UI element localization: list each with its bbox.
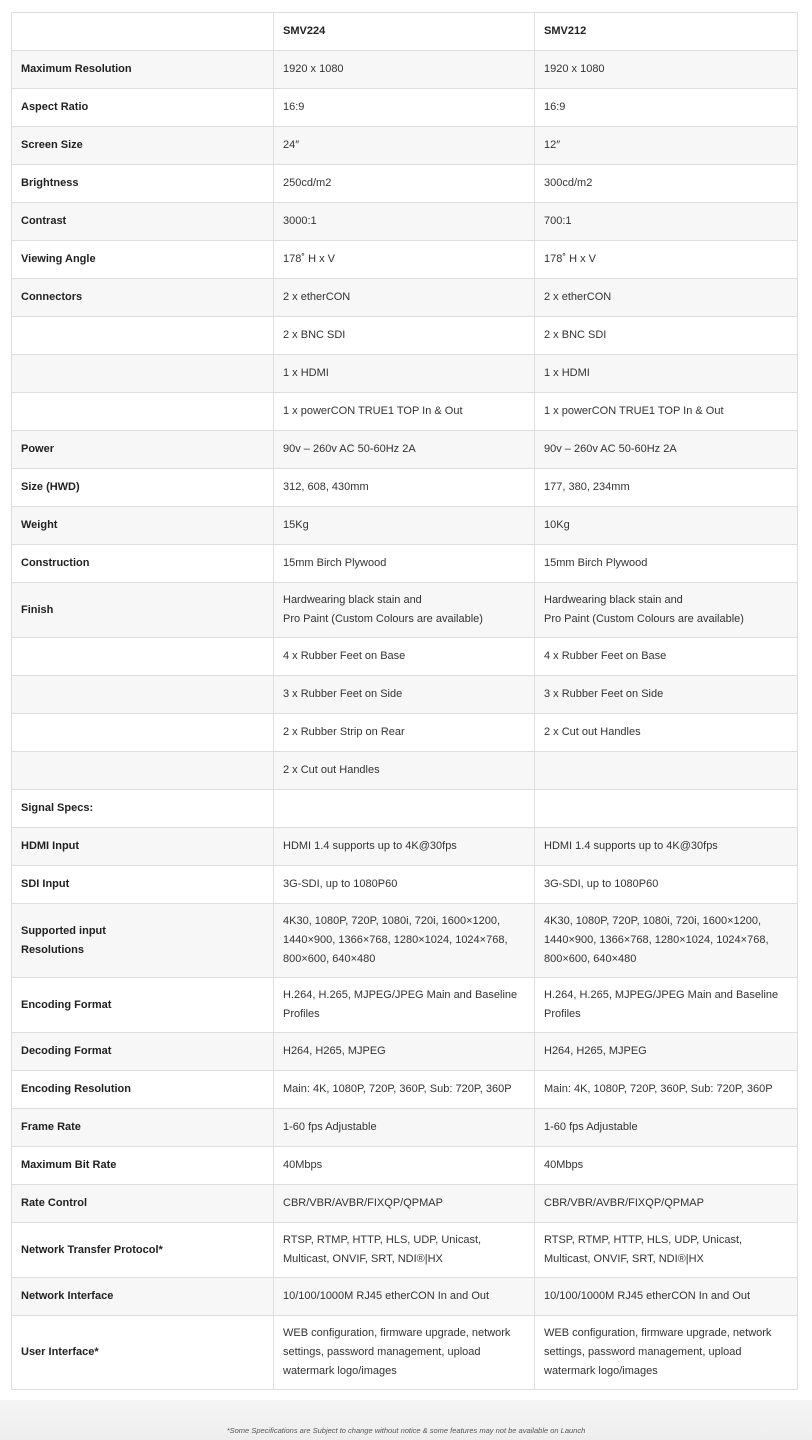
smv224-value: 15mm Birch Plywood (274, 545, 535, 583)
row-label: Aspect Ratio (12, 89, 274, 127)
row-label (12, 393, 274, 431)
smv212-value: 177, 380, 234mm (535, 469, 798, 507)
smv224-value: 2 x Rubber Strip on Rear (274, 714, 535, 752)
row-label (12, 638, 274, 676)
row-label: SDI Input (12, 866, 274, 904)
smv224-value: H.264, H.265, MJPEG/JPEG Main and Baseline Profiles (274, 978, 535, 1033)
row-label (12, 752, 274, 790)
smv212-value: 4 x Rubber Feet on Base (535, 638, 798, 676)
row-label: Network Transfer Protocol* (12, 1223, 274, 1278)
table-row (12, 507, 798, 545)
table-row (12, 393, 798, 431)
row-label: Decoding Format (12, 1033, 274, 1071)
row-label (12, 355, 274, 393)
table-row (12, 866, 798, 904)
smv212-value: CBR/VBR/AVBR/FIXQP/QPMAP (535, 1185, 798, 1223)
smv224-value (274, 790, 535, 828)
row-label (12, 676, 274, 714)
row-label: Connectors (12, 279, 274, 317)
table-row (12, 431, 798, 469)
smv212-value: 1920 x 1080 (535, 51, 798, 89)
smv212-value: RTSP, RTMP, HTTP, HLS, UDP, Unicast, Multicast, ONVIF, SRT, NDI®|HX (535, 1223, 798, 1278)
table-row (12, 279, 798, 317)
table-row (12, 1033, 798, 1071)
table-row (12, 790, 798, 828)
smv212-value: H264, H265, MJPEG (535, 1033, 798, 1071)
smv212-value: WEB configuration, firmware upgrade, network settings, password management, upload watermark logo/images (535, 1316, 798, 1390)
table-row (12, 1109, 798, 1147)
table-row (12, 583, 798, 638)
row-label: Encoding Resolution (12, 1071, 274, 1109)
smv224-value: 10/100/1000M RJ45 etherCON In and Out (274, 1278, 535, 1316)
row-label: HDMI Input (12, 828, 274, 866)
smv212-value: Hardwearing black stain and Pro Paint (Custom Colours are available) (535, 583, 798, 638)
smv224-value: 1-60 fps Adjustable (274, 1109, 535, 1147)
row-label: Maximum Resolution (12, 51, 274, 89)
table-row (12, 241, 798, 279)
row-label: Contrast (12, 203, 274, 241)
smv224-value: 178˚ H x V (274, 241, 535, 279)
smv224-value: WEB configuration, firmware upgrade, network settings, password management, upload watermark logo/images (274, 1316, 535, 1390)
row-label: Finish (12, 583, 274, 638)
row-label: Supported input Resolutions (12, 904, 274, 978)
smv212-value: Main: 4K, 1080P, 720P, 360P, Sub: 720P, 360P (535, 1071, 798, 1109)
table-row (12, 978, 798, 1033)
row-label: User Interface* (12, 1316, 274, 1390)
table-row (12, 51, 798, 89)
table-row (12, 545, 798, 583)
smv212-value: 15mm Birch Plywood (535, 545, 798, 583)
smv224-value: 3 x Rubber Feet on Side (274, 676, 535, 714)
smv212-value: 12″ (535, 127, 798, 165)
smv224-value: HDMI 1.4 supports up to 4K@30fps (274, 828, 535, 866)
row-label: Encoding Format (12, 978, 274, 1033)
smv224-value: 312, 608, 430mm (274, 469, 535, 507)
table-row (12, 752, 798, 790)
smv212-value: 178˚ H x V (535, 241, 798, 279)
smv224-value: 4 x Rubber Feet on Base (274, 638, 535, 676)
row-label: Screen Size (12, 127, 274, 165)
smv224-value: 15Kg (274, 507, 535, 545)
smv212-value: 1-60 fps Adjustable (535, 1109, 798, 1147)
table-row (12, 355, 798, 393)
table-row (12, 203, 798, 241)
table-row (12, 714, 798, 752)
smv212-value: 10Kg (535, 507, 798, 545)
smv212-value (535, 752, 798, 790)
table-row (12, 469, 798, 507)
smv212-value: 3 x Rubber Feet on Side (535, 676, 798, 714)
smv212-value: 2 x BNC SDI (535, 317, 798, 355)
smv224-value: Main: 4K, 1080P, 720P, 360P, Sub: 720P, 360P (274, 1071, 535, 1109)
smv224-value: 2 x BNC SDI (274, 317, 535, 355)
spec-table-body (12, 13, 798, 1390)
smv212-value: 90v – 260v AC 50-60Hz 2A (535, 431, 798, 469)
smv224-value: 2 x etherCON (274, 279, 535, 317)
smv224-value: CBR/VBR/AVBR/FIXQP/QPMAP (274, 1185, 535, 1223)
smv224-value: Hardwearing black stain and Pro Paint (Custom Colours are available) (274, 583, 535, 638)
table-row (12, 1316, 798, 1390)
smv224-value: 4K30, 1080P, 720P, 1080i, 720i, 1600×1200, 1440×900, 1366×768, 1280×1024, 1024×768, 800×600, 640×480 (274, 904, 535, 978)
table-row (12, 904, 798, 978)
table-row (12, 828, 798, 866)
footer-disclaimer: *Some Specifications are Subject to change without notice & some features may not be available on Launch (226, 1426, 586, 1435)
table-row (12, 1185, 798, 1223)
smv224-value: RTSP, RTMP, HTTP, HLS, UDP, Unicast, Multicast, ONVIF, SRT, NDI®|HX (274, 1223, 535, 1278)
smv212-value: 700:1 (535, 203, 798, 241)
row-label: Brightness (12, 165, 274, 203)
smv212-value: 1 x powerCON TRUE1 TOP In & Out (535, 393, 798, 431)
smv224-value: 40Mbps (274, 1147, 535, 1185)
row-label: Rate Control (12, 1185, 274, 1223)
smv224-value: 24″ (274, 127, 535, 165)
row-label: Construction (12, 545, 274, 583)
row-label: Size (HWD) (12, 469, 274, 507)
smv224-value: 3000:1 (274, 203, 535, 241)
table-row (12, 1278, 798, 1316)
footer (0, 1400, 812, 1440)
table-row (12, 676, 798, 714)
header-cell-smv212: SMV212 (535, 13, 798, 51)
smv212-value: HDMI 1.4 supports up to 4K@30fps (535, 828, 798, 866)
smv224-value: 2 x Cut out Handles (274, 752, 535, 790)
smv212-value (535, 790, 798, 828)
spec-table (11, 12, 798, 1390)
row-label: Power (12, 431, 274, 469)
row-label (12, 317, 274, 355)
table-row (12, 127, 798, 165)
smv212-value: 300cd/m2 (535, 165, 798, 203)
row-label: Network Interface (12, 1278, 274, 1316)
table-row (12, 1147, 798, 1185)
row-label: Viewing Angle (12, 241, 274, 279)
smv212-value: 40Mbps (535, 1147, 798, 1185)
smv224-value: 1 x powerCON TRUE1 TOP In & Out (274, 393, 535, 431)
smv224-value: H264, H265, MJPEG (274, 1033, 535, 1071)
smv212-value: 2 x Cut out Handles (535, 714, 798, 752)
row-label: Signal Specs: (12, 790, 274, 828)
table-row (12, 89, 798, 127)
header-cell-label (12, 13, 274, 51)
row-label: Maximum Bit Rate (12, 1147, 274, 1185)
smv212-value: 1 x HDMI (535, 355, 798, 393)
smv212-value: 10/100/1000M RJ45 etherCON In and Out (535, 1278, 798, 1316)
table-row (12, 317, 798, 355)
smv212-value: 2 x etherCON (535, 279, 798, 317)
smv224-value: 1 x HDMI (274, 355, 535, 393)
row-label: Frame Rate (12, 1109, 274, 1147)
row-label: Weight (12, 507, 274, 545)
table-row (12, 165, 798, 203)
smv224-value: 250cd/m2 (274, 165, 535, 203)
table-row (12, 638, 798, 676)
smv224-value: 16:9 (274, 89, 535, 127)
smv212-value: 4K30, 1080P, 720P, 1080i, 720i, 1600×1200, 1440×900, 1366×768, 1280×1024, 1024×768, 800×600, 640×480 (535, 904, 798, 978)
smv224-value: 3G-SDI, up to 1080P60 (274, 866, 535, 904)
smv212-value: H.264, H.265, MJPEG/JPEG Main and Baseline Profiles (535, 978, 798, 1033)
table-header-row (12, 13, 798, 51)
header-cell-smv224: SMV224 (274, 13, 535, 51)
smv212-value: 3G-SDI, up to 1080P60 (535, 866, 798, 904)
row-label (12, 714, 274, 752)
smv224-value: 1920 x 1080 (274, 51, 535, 89)
smv224-value: 90v – 260v AC 50-60Hz 2A (274, 431, 535, 469)
smv212-value: 16:9 (535, 89, 798, 127)
table-row (12, 1071, 798, 1109)
table-row (12, 1223, 798, 1278)
